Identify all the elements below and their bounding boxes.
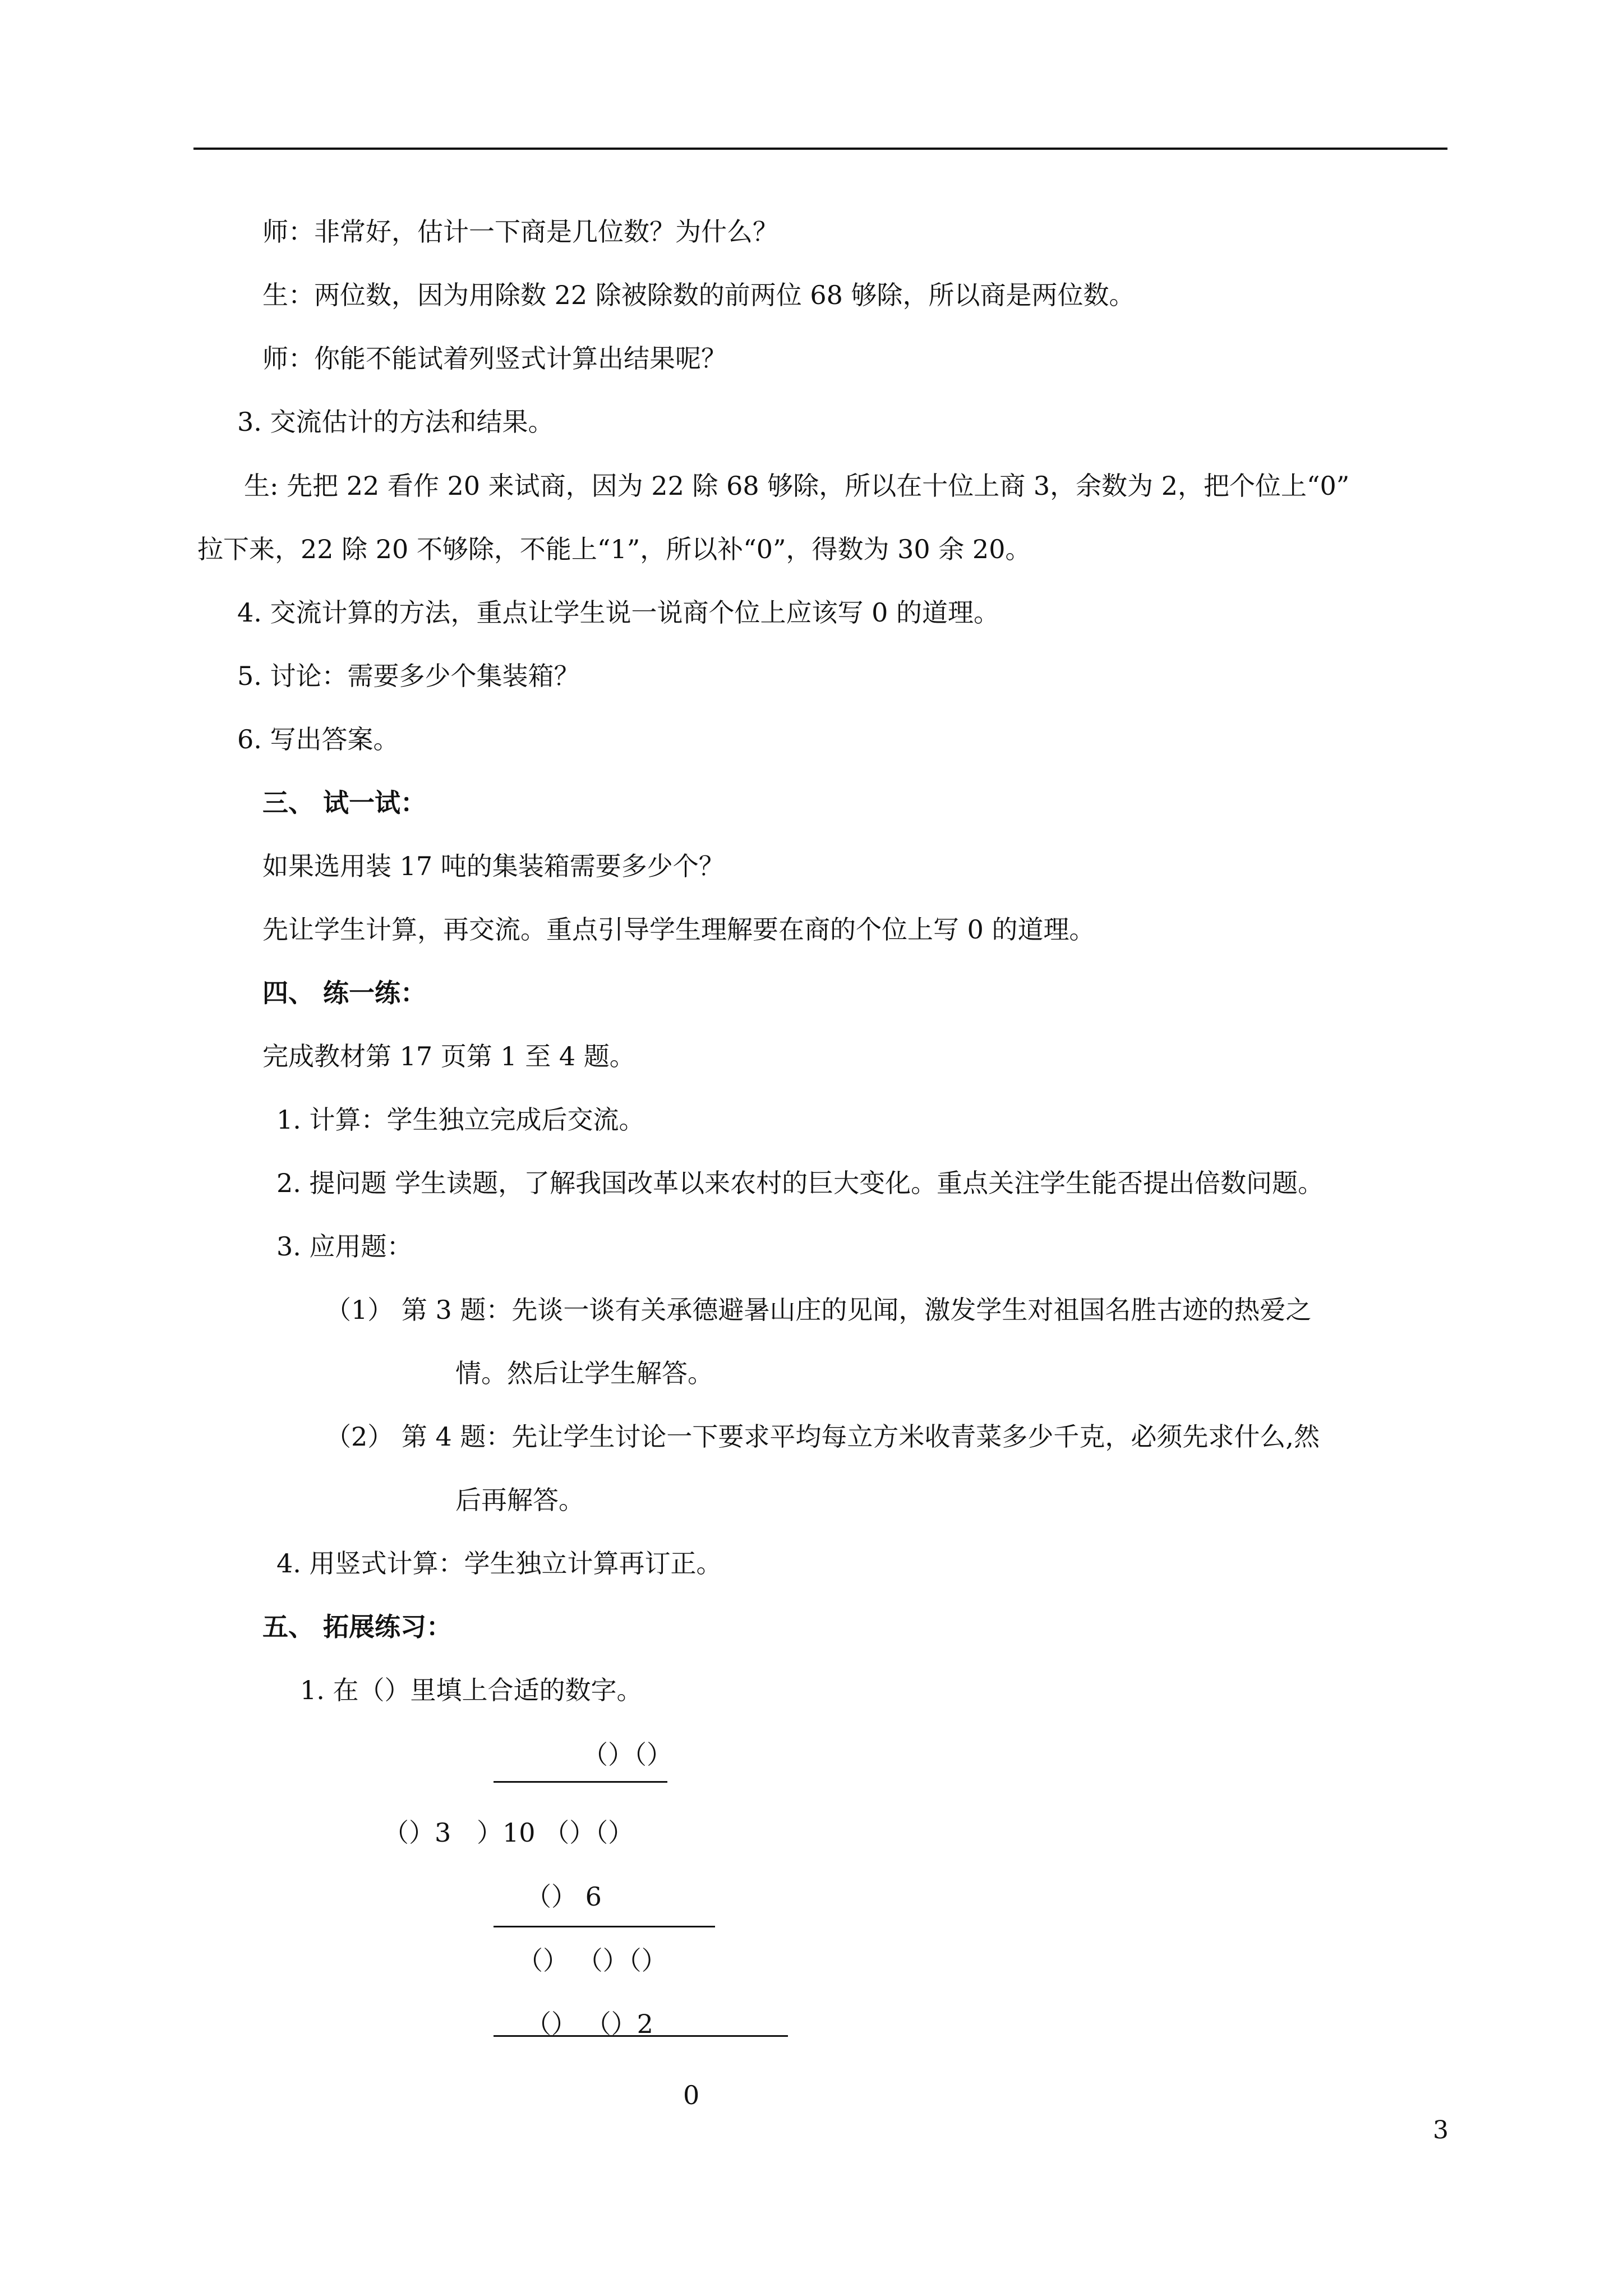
header-rule xyxy=(193,148,1447,150)
step-6: 6. 写出答案。 xyxy=(237,724,399,754)
division-step-1: （） 6 xyxy=(525,1881,602,1912)
division-rule-2 xyxy=(494,2035,788,2037)
exercise-3-item-2-cont: 后再解答。 xyxy=(455,1485,584,1515)
step-3: 3. 交流估计的方法和结果。 xyxy=(237,407,554,437)
division-bar xyxy=(494,1781,667,1783)
section-3-note: 先让学生计算，再交流。重点引导学生理解要在商的个位上写 0 的道理。 xyxy=(262,914,1095,945)
division-rule-1 xyxy=(494,1926,715,1927)
dialogue-teacher-1: 师：非常好，估计一下商是几位数？为什么？ xyxy=(262,217,778,247)
section-4-intro: 完成教材第 17 页第 1 至 4 题。 xyxy=(262,1041,635,1071)
section-heading-4: 四、 练一练： xyxy=(262,978,427,1008)
exercise-2: 2. 提问题 学生读题，了解我国改革以来农村的巨大变化。重点关注学生能否提出倍数问题。 xyxy=(276,1168,1324,1198)
division-remainder: 0 xyxy=(683,2080,700,2110)
dialogue-student-2-cont: 拉下来，22 除 20 不够除，不能上“1”，所以补“0”，得数为 30 余 20。 xyxy=(197,534,1031,564)
exercise-3-item-1-cont: 情。然后让学生解答。 xyxy=(455,1358,713,1388)
division-dividend: ）10 （）（） xyxy=(477,1818,634,1848)
step-4: 4. 交流计算的方法，重点让学生说一说商个位上应该写 0 的道理。 xyxy=(237,597,1000,628)
division-divisor: （）3 xyxy=(383,1818,451,1848)
dialogue-student-1: 生：两位数，因为用除数 22 除被除数的前两位 68 够除，所以商是两位数。 xyxy=(262,280,1135,310)
section-heading-3: 三、 试一试： xyxy=(262,788,427,818)
section-3-question: 如果选用装 17 吨的集装箱需要多少个？ xyxy=(262,851,725,881)
exercise-3-item-1: （1） 第 3 题：先谈一谈有关承德避暑山庄的见闻，激发学生对祖国名胜古迹的热爱之 xyxy=(325,1295,1312,1325)
exercise-1: 1. 计算：学生独立完成后交流。 xyxy=(276,1105,645,1135)
dialogue-student-2: 生: 先把 22 看作 20 来试商，因为 22 除 68 够除，所以在十位上商 3，余数为 2，把个位上“0” xyxy=(244,471,1350,501)
division-step-3: （） （）2 xyxy=(525,2009,653,2039)
exercise-3-item-2: （2） 第 4 题：先让学生讨论一下要求平均每立方米收青菜多少千克，必须先求什么,然 xyxy=(325,1421,1320,1452)
exercise-4: 4. 用竖式计算：学生独立计算再订正。 xyxy=(276,1548,722,1579)
division-step-2: （） （）（） xyxy=(517,1945,667,1976)
exercise-3: 3. 应用题： xyxy=(276,1231,413,1262)
section-heading-5: 五、 拓展练习： xyxy=(262,1612,453,1642)
step-5: 5. 讨论：需要多少个集装箱？ xyxy=(237,661,580,691)
extension-1: 1. 在（）里填上合适的数字。 xyxy=(300,1675,643,1705)
dialogue-teacher-2: 师：你能不能试着列竖式计算出结果呢？ xyxy=(262,343,727,374)
page-number: 3 xyxy=(1433,2116,1449,2145)
division-quotient: （）（） xyxy=(582,1740,672,1770)
